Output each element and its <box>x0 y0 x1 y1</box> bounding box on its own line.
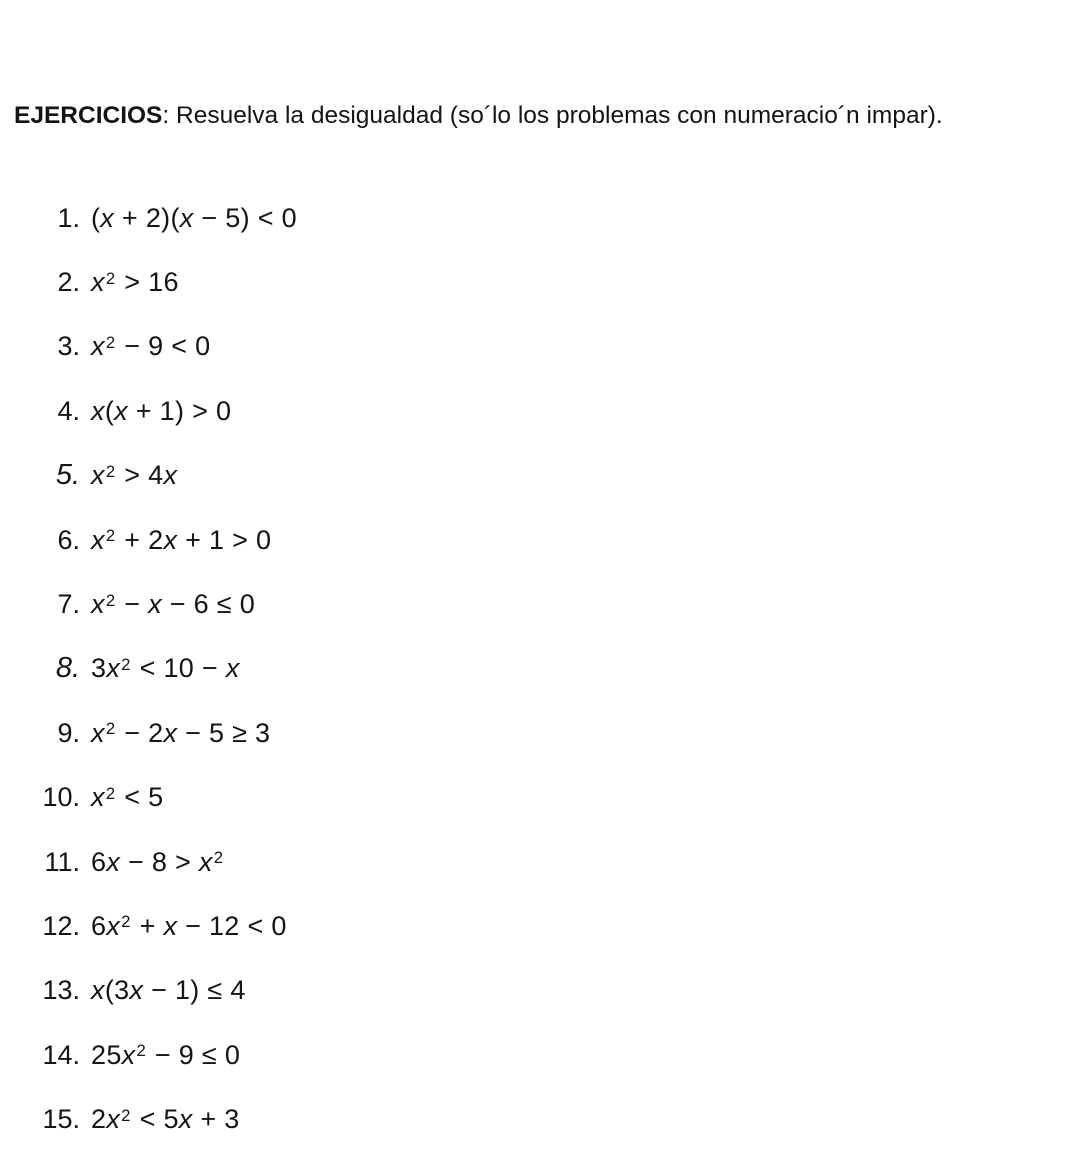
math-exponent: 2 <box>136 1041 147 1061</box>
exercise-item <box>0 830 1080 894</box>
exercise-item <box>0 508 1080 572</box>
exercise-item <box>0 766 1080 830</box>
exercise-number: 2. <box>57 267 80 298</box>
math-exponent: 2 <box>121 654 131 674</box>
math-variable: x <box>106 846 121 877</box>
exercise-number: 4. <box>57 395 80 426</box>
exercise-expression: $x^2 - 9 < 0$ <box>91 331 211 362</box>
exercise-item <box>0 250 1080 314</box>
exercise-number: 13. <box>42 975 80 1006</box>
math-variable: x <box>163 524 178 555</box>
exercise-item <box>0 1023 1080 1087</box>
exercise-expression: $x^2 + 2x + 1 > 0$ <box>91 524 272 555</box>
math-variable: x <box>91 267 105 298</box>
math-variable: x <box>91 717 105 748</box>
exercise-expression: $x^2 < 5$ <box>91 782 164 813</box>
math-exponent: 2 <box>105 332 116 352</box>
math-variable: x <box>91 331 105 362</box>
exercise-expression: $6x - 8 > x^2$ <box>91 846 224 877</box>
math-variable: x <box>91 782 105 813</box>
math-variable: x <box>91 589 105 620</box>
exercise-expression: $6x^2 + x - 12 < 0$ <box>91 910 287 941</box>
math-variable: x <box>91 395 105 426</box>
exercise-number: 8. <box>55 652 80 685</box>
math-variable: x <box>163 910 178 941</box>
exercise-item <box>0 1087 1080 1151</box>
math-variable: x <box>106 653 121 684</box>
exercise-number: 1. <box>57 202 80 233</box>
exercise-item <box>0 572 1080 636</box>
math-exponent: 2 <box>105 526 116 546</box>
math-variable: x <box>91 975 105 1006</box>
instructions-keyword: EJERCICIOS <box>14 102 163 129</box>
exercise-number: 3. <box>57 331 80 362</box>
math-variable: x <box>106 910 121 941</box>
exercise-list <box>0 186 1080 1152</box>
exercise-item <box>0 894 1080 958</box>
math-exponent: 2 <box>121 1105 131 1125</box>
math-variable: x <box>163 460 178 491</box>
exercise-number: 6. <box>57 524 80 555</box>
math-exponent: 2 <box>105 590 116 610</box>
exercise-expression: $2x^2 < 5x + 3$ <box>91 1104 240 1135</box>
math-variable: x <box>198 846 213 877</box>
exercise-number: 15. <box>42 1104 80 1135</box>
math-exponent: 2 <box>105 268 116 288</box>
math-variable: x <box>163 717 178 748</box>
exercise-expression: $x^2 - 2x - 5 \ge 3$ <box>91 717 271 748</box>
exercise-item <box>0 637 1080 701</box>
exercise-number: 12. <box>42 910 80 941</box>
exercise-item <box>0 379 1080 443</box>
exercise-expression: $x^2 > 4x$ <box>91 460 178 491</box>
exercise-expression: $3x^2 < 10 - x$ <box>91 653 240 684</box>
math-variable: x <box>178 1104 193 1135</box>
math-exponent: 2 <box>121 912 131 932</box>
math-variable: x <box>114 395 128 426</box>
exercise-expression: $x^2 > 16$ <box>91 267 179 298</box>
exercise-item <box>0 315 1080 379</box>
exercise-expression: x(3x − 1) ≤ 4 <box>91 975 246 1006</box>
math-exponent: 2 <box>105 461 116 481</box>
exercise-item <box>0 444 1080 508</box>
math-variable: x <box>179 202 194 233</box>
math-variable: x <box>225 653 240 684</box>
exercise-expression: (x + 2)(x − 5) < 0 <box>91 202 297 233</box>
exercise-number: 5. <box>55 459 80 492</box>
exercise-number: 11. <box>44 846 80 877</box>
math-variable: x <box>148 589 162 620</box>
math-variable: x <box>129 975 144 1006</box>
instructions-text: : Resuelva la desigualdad (so´lo los problemas con numeracio´n impar). <box>162 102 943 129</box>
exercise-number: 9. <box>57 717 80 748</box>
math-variable: x <box>100 202 115 233</box>
math-variable: x <box>91 524 105 555</box>
exercise-expression: x(x + 1) > 0 <box>91 395 232 426</box>
exercise-item <box>0 959 1080 1023</box>
exercise-number: 10. <box>42 782 80 813</box>
math-exponent: 2 <box>213 848 224 868</box>
math-variable: x <box>106 1104 121 1135</box>
math-exponent: 2 <box>105 783 116 803</box>
exercise-item <box>0 701 1080 765</box>
exercise-item <box>0 186 1080 250</box>
exercise-number: 7. <box>57 589 80 620</box>
exercise-expression: $25x^2 - 9 \le 0$ <box>91 1039 241 1070</box>
exercise-number: 14. <box>42 1039 80 1070</box>
math-variable: x <box>91 460 105 491</box>
exercise-expression: $x^2 - x - 6 \le 0$ <box>91 589 256 620</box>
math-exponent: 2 <box>105 719 116 739</box>
math-variable: x <box>121 1039 136 1070</box>
instructions-line <box>14 101 943 132</box>
